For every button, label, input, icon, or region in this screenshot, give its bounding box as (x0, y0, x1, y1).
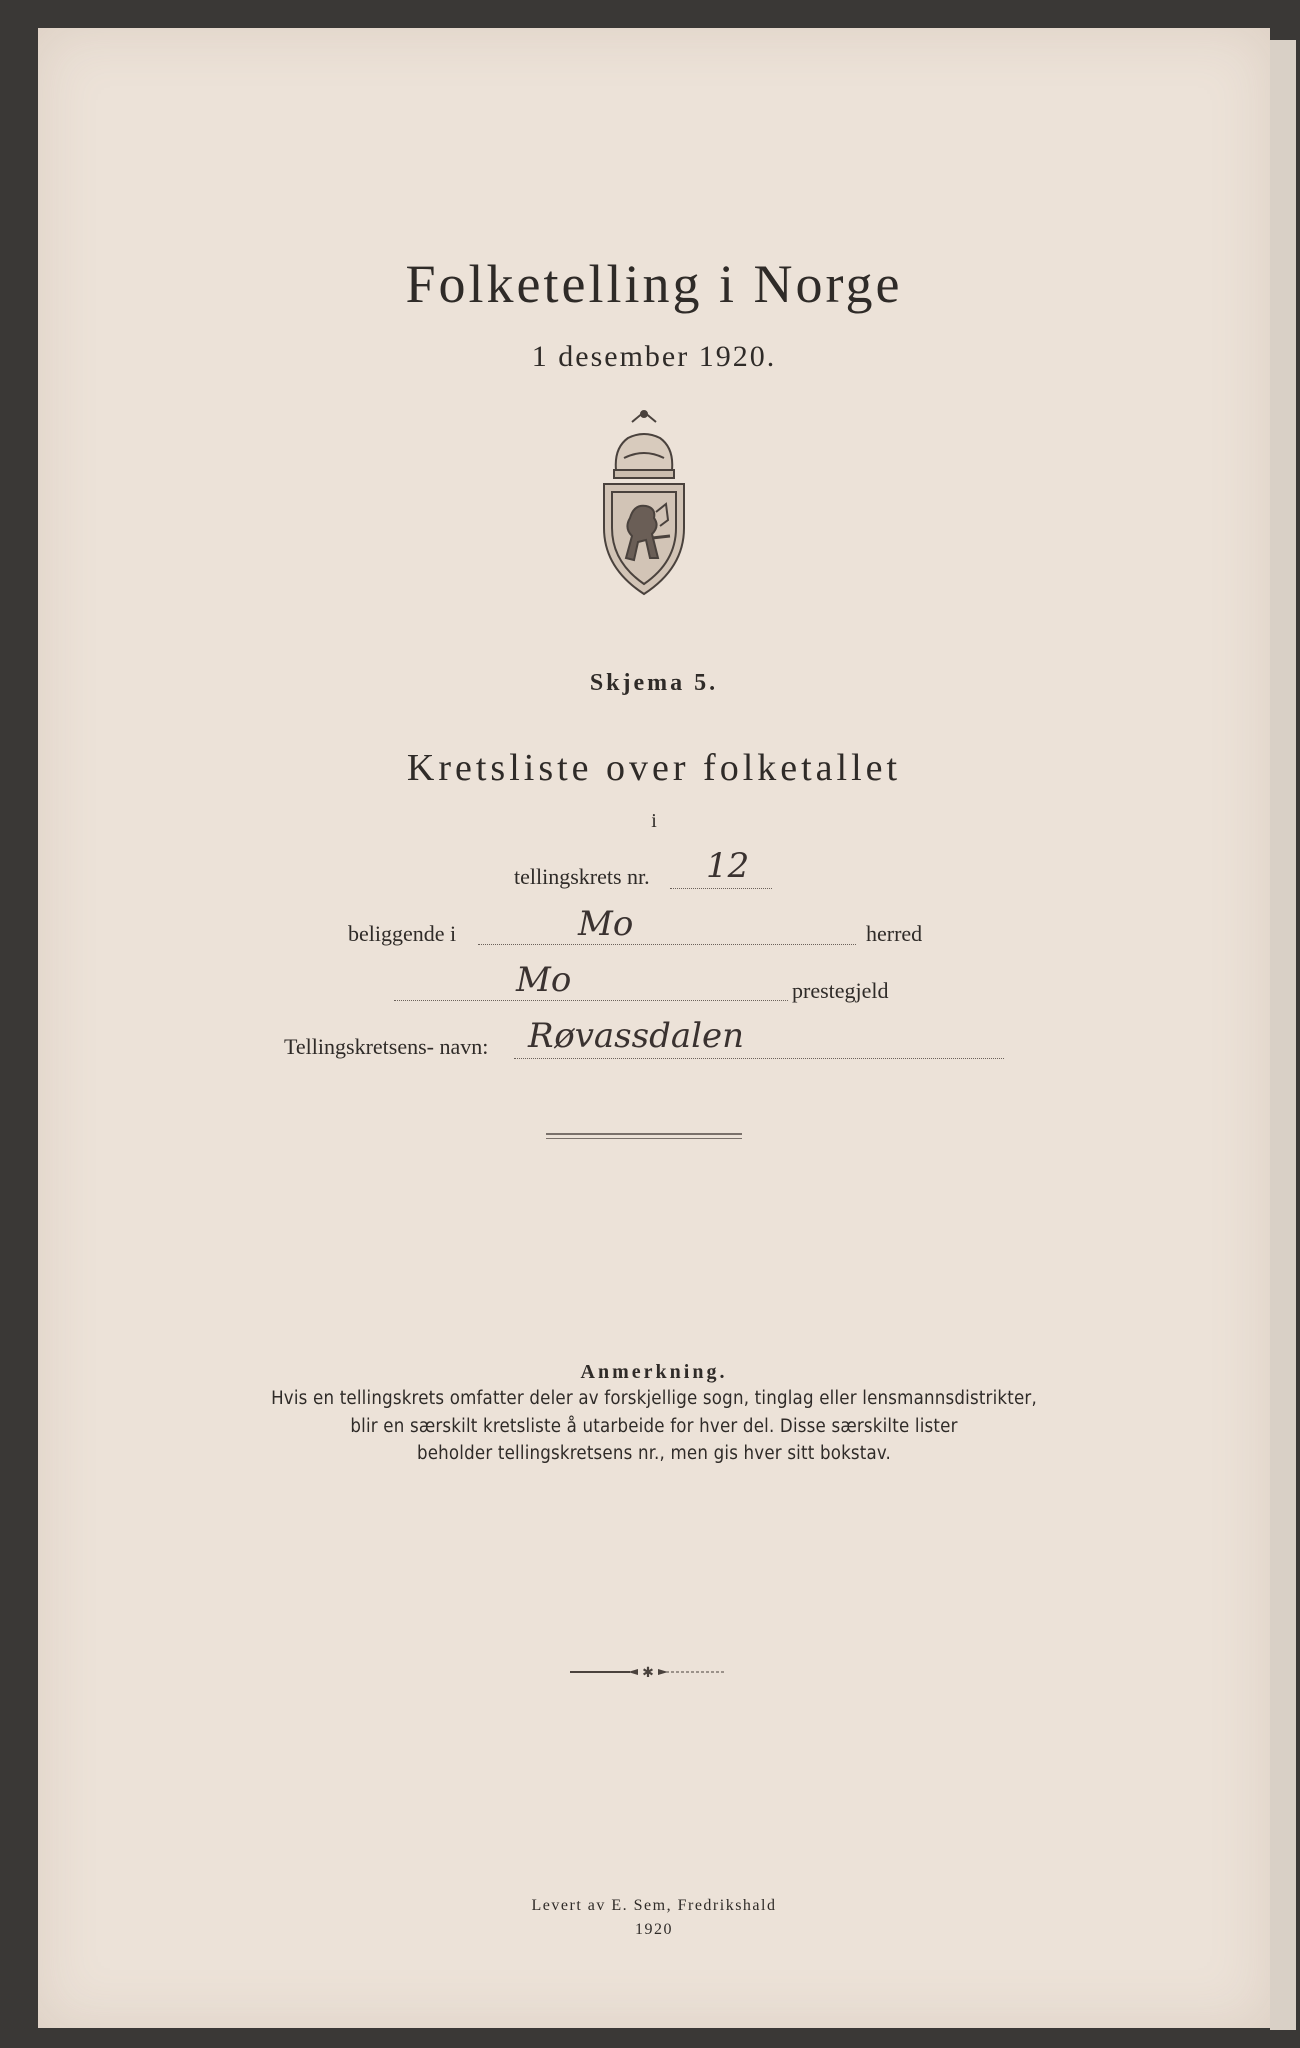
prestegjeld-label: prestegjeld (792, 978, 889, 1003)
note-line-1: Hvis en tellingskrets omfatter deler av forskjellige sogn, tinglag eller lensmannsdistrikter, (271, 1388, 1037, 1409)
beliggende-underline (478, 944, 856, 945)
beliggende-label: beliggende i (348, 921, 457, 946)
form-date: 1 desember 1920. (531, 340, 777, 373)
form-title: Folketelling i Norge (405, 254, 903, 314)
kretsnavn-value[interactable]: Røvassdalen (528, 1016, 745, 1056)
form-heading: Kretsliste over folketallet (406, 747, 902, 789)
note-line-2: blir en særskilt kretsliste å utarbeide for hver del. Disse særskilte lister (350, 1416, 958, 1437)
krets-underline (670, 888, 772, 889)
printer-year: 1920 (635, 1921, 673, 1938)
coat-of-arms-icon (594, 408, 694, 604)
page-edge (1270, 40, 1296, 2030)
kretsnavn-underline (514, 1058, 1004, 1059)
svg-text:✱: ✱ (642, 1665, 654, 1680)
divider-rule (546, 1133, 742, 1135)
heading-connector: i (651, 810, 657, 832)
prestegjeld-underline (394, 1000, 788, 1001)
census-form-page (38, 28, 1270, 2028)
krets-label: tellingskrets nr. (514, 864, 650, 889)
kretsnavn-label: Tellingskretsens- navn: (284, 1034, 489, 1059)
krets-number-value[interactable]: 12 (706, 846, 750, 886)
herred-value[interactable]: Mo (578, 904, 634, 944)
herred-label: herred (866, 921, 923, 946)
prestegjeld-value[interactable]: Mo (516, 960, 572, 1000)
note-heading: Anmerkning. (580, 1361, 728, 1383)
printer-credit: Levert av E. Sem, Fredrikshald (531, 1897, 777, 1914)
ornament-divider-icon (568, 1664, 728, 1680)
note-line-3: beholder tellingskretsens nr., men gis hver sitt bokstav. (416, 1443, 892, 1464)
divider-rule-thin (546, 1138, 742, 1139)
schema-number: Skjema 5. (589, 670, 719, 696)
